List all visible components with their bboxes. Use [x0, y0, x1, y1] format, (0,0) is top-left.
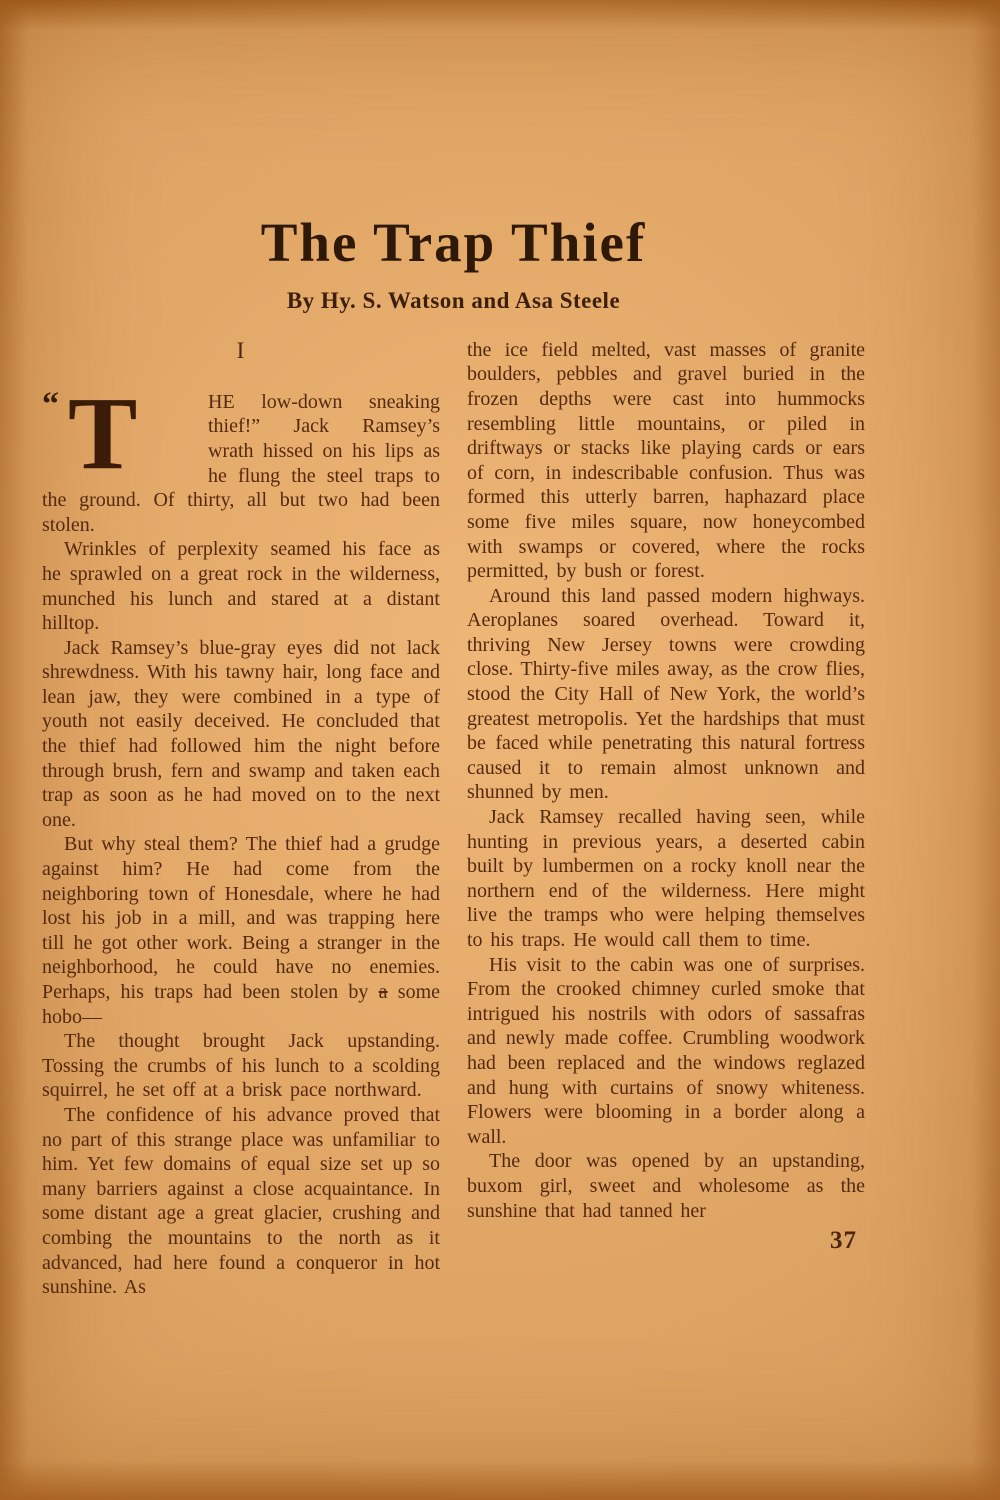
- column-right: [467, 338, 865, 1300]
- paragraph: The confidence of his advance proved that no part of this strange place was unfamiliar to him. Yet few domains of equal size set up so many barriers against a close acquaintance. In some distant age a great glacier, crushing and combing the mountains to the north as it advanced, had here found a conqueror in hot sunshine. As: [42, 1103, 440, 1299]
- paragraph: His visit to the cabin was one of surprises. From the crooked chimney curled smoke that intrigued his nostrils with odors of sassafras and newly made coffee. Crumbling woodwork had been replaced and the windows reglazed and hung with curtains of snowy whiteness. Flowers were blooming in a border along a wall.: [467, 953, 865, 1148]
- paragraph: [42, 832, 440, 1029]
- paragraph-text: HE low-down sneaking thief!” Jack Ramsey’s wrath hissed on his lips as he flung the steel traps to the ground. Of thirty, all but two had been stolen.: [42, 390, 440, 536]
- opening-quote: “: [42, 385, 59, 423]
- paragraph: Around this land passed modern highways. Aeroplanes soared overhead. Toward it, thriving New Jersey towns were crowding close. Thirty-five miles away, as the crow flies, stood the City Hall of New York, the world’s greatest metropolis. Yet the hardships that must be faced while penetrating this natural fortress caused it to remain almost unknown and shunned by men.: [467, 584, 865, 804]
- paragraph-text: But why steal them? The thief had a grudge against him? He had come from the neighboring town of Honesdale, where he had lost his job in a mill, and was trapping here till he got other work. Being a stranger in the neighborhood, he could have no enemies. Perhaps, his traps had been stolen by: [42, 833, 440, 1003]
- page-number: 37: [830, 1227, 857, 1255]
- paragraph: The thought brought Jack upstanding. Tossing the crumbs of his lunch to a scolding squirrel, he set off at a brisk pace northward.: [42, 1030, 440, 1102]
- page-content: [42, 214, 865, 1300]
- drop-cap-block: [42, 375, 208, 491]
- paragraph-text: some hobo—: [42, 981, 440, 1028]
- paragraph: Jack Ramsey recalled having seen, while hunting in previous years, a deserted cabin built by lumbermen on a rocky knoll near the northern end of the wilderness. Here might live the tramps who were helping themselves to his traps. He would call them to time.: [467, 806, 865, 951]
- struck-out-word: a: [378, 981, 388, 1003]
- page-title: The Trap Thief: [260, 212, 647, 273]
- column-left: [42, 338, 440, 1300]
- text-columns: [42, 338, 865, 1300]
- drop-cap-letter: T: [68, 375, 138, 491]
- paragraph: [42, 375, 440, 538]
- section-marker: I: [236, 337, 246, 363]
- paragraph: Wrinkles of perplexity seamed his face as he sprawled on a great rock in the wilderness, munched his lunch and stared at a distant hilltop.: [42, 538, 440, 635]
- byline: By Hy. S. Watson and Asa Steele: [286, 287, 621, 313]
- paragraph: Jack Ramsey’s blue-gray eyes did not lack shrewdness. With his tawny hair, long face and lean jaw, they were combined in a type of youth not easily deceived. He concluded that the thief had followed him the night before through brush, fern and swamp and taken each trap as soon as he had moved on to the next one.: [42, 636, 440, 831]
- paragraph: The door was opened by an upstanding, buxom girl, sweet and wholesome as the sunshine that had tanned her: [467, 1150, 865, 1222]
- paragraph: the ice field melted, vast masses of granite boulders, pebbles and gravel buried in the frozen depths were cast into hummocks resembling little mountains, or piled in driftways or stacks like playing cards or ears of corn, in indescribable confusion. Thus was formed this utterly barren, haphazard place some five miles square, now honeycombed with swamps or covered, where the rocks permitted, by bush or forest.: [467, 338, 865, 583]
